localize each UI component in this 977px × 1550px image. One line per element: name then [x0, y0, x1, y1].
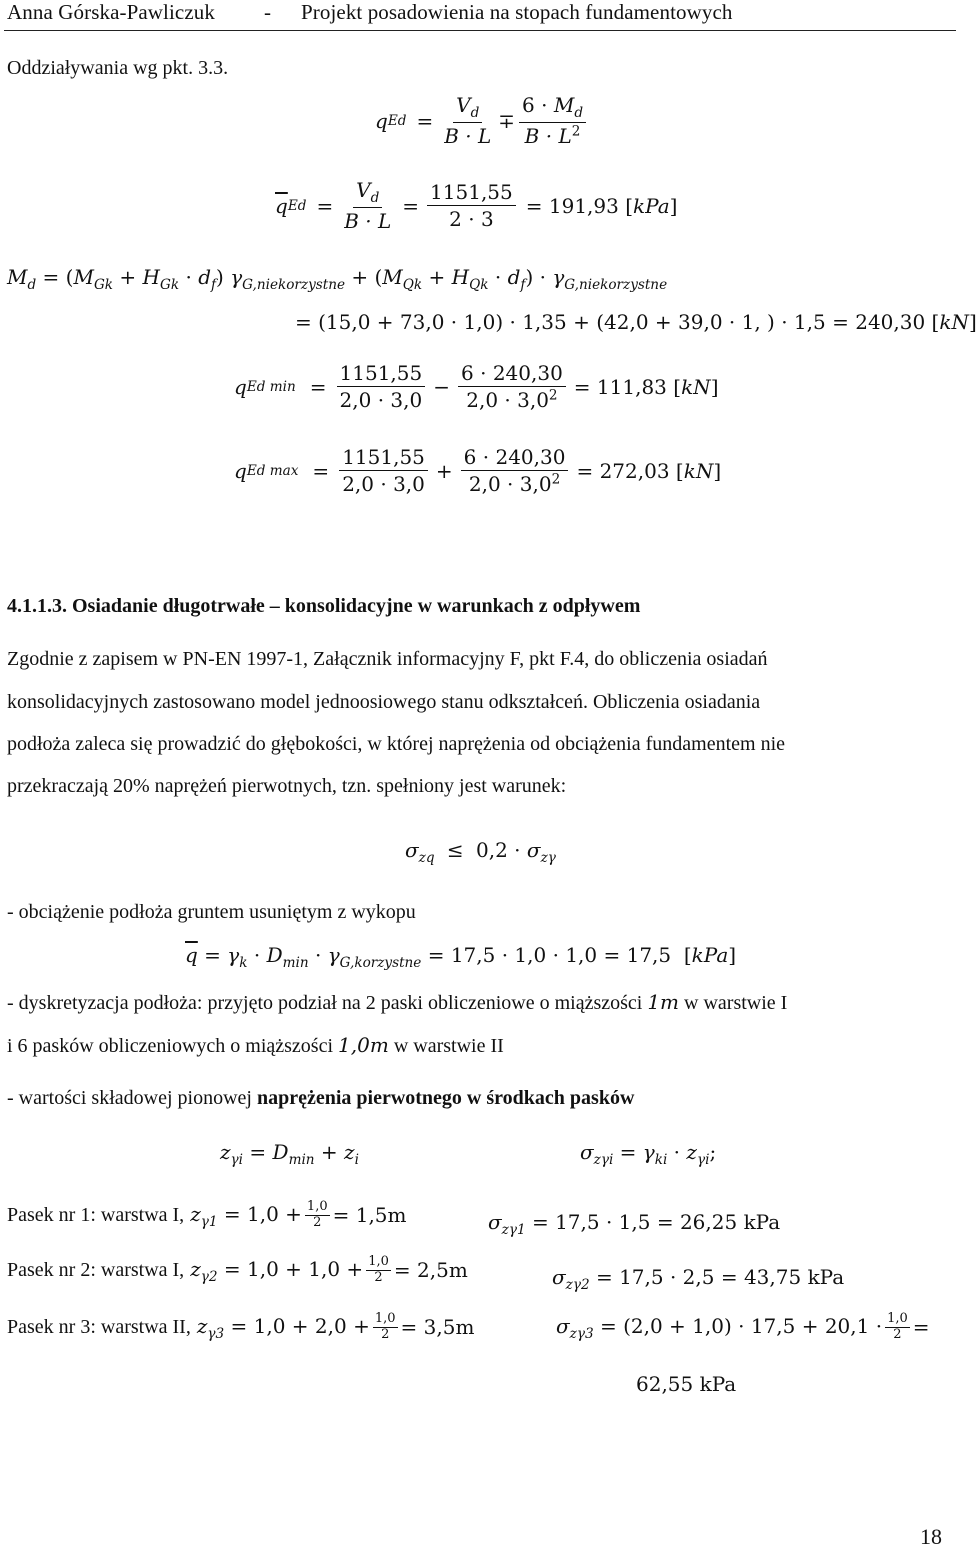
q-ed-frac2: $\frac{6 \cdot M_d}{B \cdot L^2}$	[519, 92, 586, 149]
strip-1-sigma: $\sigma_{z\gamma 1} = 17,5 \cdot 1,5 = 26,25$ kPa	[488, 1210, 781, 1238]
load-label: - obciążenie podłoża gruntem usuniętym z wykopu	[7, 901, 416, 923]
strip-label: Pasek nr 3: warstwa II,	[7, 1315, 191, 1338]
strip-row-2: Pasek nr 2: warstwa I, $z_{\gamma 2} = 1,0 + 1,0$ + $\frac{1,0}{2}$ = 2,5m	[7, 1254, 468, 1285]
section-heading: 4.1.1.3. Osiadanie długotrwałe – konsolidacyjne w warunkach z odpływem	[7, 595, 641, 617]
q-ed-operator: ∓	[498, 108, 516, 133]
paragraph-line-4: przekraczają 20% naprężeń pierwotnych, tzn. spełniony jest warunek:	[7, 775, 567, 797]
strip-row-1: Pasek nr 1: warstwa I, $z_{\gamma 1} = 1,0$ + $\frac{1,0}{2}$ = 1,5m	[7, 1199, 407, 1230]
strip-2-sigma: $\sigma_{z\gamma 2} = 17,5 \cdot 2,5 = 43,75$ kPa	[552, 1265, 845, 1293]
strip-label: Pasek nr 2: warstwa I,	[7, 1258, 185, 1281]
header-rule	[4, 30, 956, 31]
q-ed-max-formula: q Ed max = $\frac{1151,55}{2,0 \cdot 3,0}$ + $\frac{6 \cdot 240,30}{2,0 \cdot 3,0^2}$ = 272,03 [kN]	[234, 445, 722, 496]
values-label: - wartości składowej pionowej naprężenia pierwotnego w środkach pasków	[7, 1087, 635, 1109]
q-ed-bar-formula: $\overline{q}$ Ed = $\frac{V_d}{B \cdot L}$ = $\frac{1151,55}{2 \cdot 3}$ = 191,93 [kPa]	[275, 178, 678, 234]
paragraph-line-2: konsolidacyjnych zastosowano model jednoosiowego stanu odkształceń. Obliczenia osiadania	[7, 691, 761, 713]
strip-label: Pasek nr 1: warstwa I,	[7, 1203, 185, 1226]
load-equation: $\overline{q} = \gamma_k \cdot D_{min} \cdot \gamma_{G,korzystne} = 17,5 \cdot 1,0 \cdot 1,0 = 17,5$ [kPa]	[185, 943, 737, 971]
strip-3-sigma-result: 62,55 kPa	[636, 1372, 737, 1396]
discretization-line-1: - dyskretyzacja podłoża: przyjęto podział na 2 paski obliczeniowe o miąższości 1m w warstwie I	[7, 990, 788, 1014]
intro-text: Oddziaływania wg pkt. 3.3.	[7, 57, 229, 79]
header-separator: -	[264, 0, 272, 24]
formula-z: $z_{\gamma i} = D_{min} + z_i$	[220, 1140, 359, 1168]
formula-sigma: $\sigma_{z\gamma i} = \gamma_{ki} \cdot z_{\gamma i}$;	[580, 1140, 717, 1168]
paragraph-line-1: Zgodnie z zapisem w PN-EN 1997-1, Załącznik informacyjny F, pkt F.4, do obliczenia osiadań	[7, 648, 768, 670]
m-d-formula-line1: $M_d = (M_{Gk} + H_{Gk} \cdot d_f) \gamma_{G,niekorzystne} + (M_{Qk} + H_{Qk} \cdot d_f) \cdot \gamma_{G,niekorzystne}$	[7, 265, 668, 293]
q-ed-formula: q Ed = $\frac{V_d}{B \cdot L}$ ∓ $\frac{6 \cdot M_d}{B \cdot L^2}$	[375, 92, 590, 149]
page-number: 18	[920, 1524, 942, 1549]
paragraph-line-3: podłoża zaleca się prowadzić do głębokości, w której naprężenia od obciążenia fundamentem nie	[7, 733, 785, 755]
m-d-formula-line2: = (15,0 + 73,0 · 1,0) · 1,35 + (42,0 + 39,0 · 1, ) · 1,5 = 240,30 [kN]	[295, 310, 977, 334]
discretization-line-2: i 6 pasków obliczeniowych o miąższości 1,0m w warstwie II	[7, 1033, 504, 1057]
header-title: Projekt posadowienia na stopach fundamentowych	[301, 0, 733, 24]
strip-3-sigma: $\sigma_{z\gamma 3} = (2,0 + 1,0) \cdot 17,5 + 20,1$ · $\frac{1,0}{2}$ =	[556, 1311, 930, 1342]
condition-formula: $\sigma_{zq} \le 0,2 \cdot \sigma_{z\gamma}$	[405, 838, 556, 866]
header-author: Anna Górska-Pawliczuk	[7, 0, 215, 24]
strip-row-3: Pasek nr 3: warstwa II, $z_{\gamma 3} = 1,0 + 2,0$ + $\frac{1,0}{2}$ = 3,5m	[7, 1311, 475, 1342]
q-ed-frac1: $\frac{V_d}{B \cdot L}$	[444, 93, 492, 149]
q-ed-min-formula: q Ed min = $\frac{1151,55}{2,0 \cdot 3,0}$ − $\frac{6 \cdot 240,30}{2,0 \cdot 3,0^2}$ = 111,83 [kN]	[234, 361, 719, 412]
